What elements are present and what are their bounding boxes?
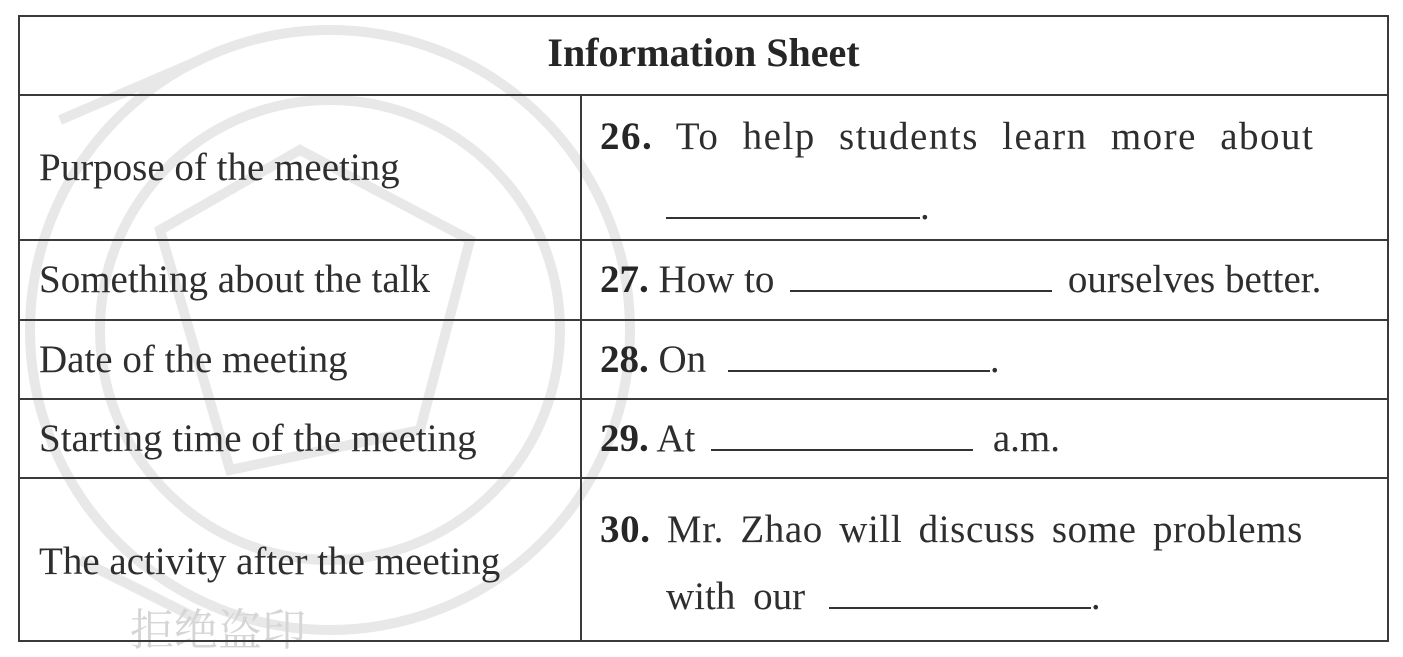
title-row: [20, 17, 1387, 96]
answer-30-line1: [600, 507, 1303, 552]
watermark-text: 拒绝盗印: [130, 605, 306, 656]
question-number: 29.: [600, 417, 649, 460]
row-label: Purpose of the meeting: [39, 146, 400, 189]
question-number: 30.: [600, 508, 651, 551]
answer-text: At: [656, 417, 696, 460]
fill-blank-27[interactable]: [790, 264, 1052, 292]
question-number: 26.: [600, 115, 654, 158]
answer-text: On: [658, 338, 707, 381]
fill-blank-30[interactable]: [829, 581, 1091, 609]
question-number: 28.: [600, 338, 649, 381]
fill-blank-28[interactable]: [728, 344, 990, 372]
table-row-28: [20, 321, 1387, 400]
answer-end: .: [989, 338, 1000, 381]
answer-27: [600, 257, 1321, 302]
answer-29: [600, 416, 1060, 461]
fill-blank-29[interactable]: [711, 423, 973, 451]
table-row-27: [20, 241, 1387, 321]
answer-end: a.m.: [992, 417, 1061, 460]
table-row-29: [20, 400, 1387, 479]
question-number: 27.: [600, 258, 649, 301]
answer-26-line1: [600, 114, 1314, 159]
answer-end: ourselves better.: [1067, 258, 1322, 301]
answer-26-line2: [666, 184, 930, 229]
row-label: Starting time of the meeting: [39, 417, 477, 460]
answer-30-line2: [666, 574, 1101, 619]
answer-text: How to: [658, 258, 775, 301]
table-row-30: [20, 479, 1387, 642]
answer-text: Mr. Zhao will discuss some problems: [666, 508, 1303, 551]
answer-text: with our: [666, 575, 806, 618]
answer-end: .: [920, 185, 930, 228]
information-sheet-table: [18, 15, 1389, 642]
row-label: Date of the meeting: [39, 338, 348, 381]
row-label: Something about the talk: [39, 258, 431, 301]
answer-end: .: [1090, 575, 1101, 618]
sheet-title: Information Sheet: [547, 30, 860, 75]
answer-text: To help students learn more about: [675, 115, 1315, 158]
row-label: The activity after the meeting: [39, 540, 501, 583]
answer-28: [600, 337, 1000, 382]
table-row-26: [20, 96, 1387, 241]
fill-blank-26[interactable]: [666, 191, 920, 219]
